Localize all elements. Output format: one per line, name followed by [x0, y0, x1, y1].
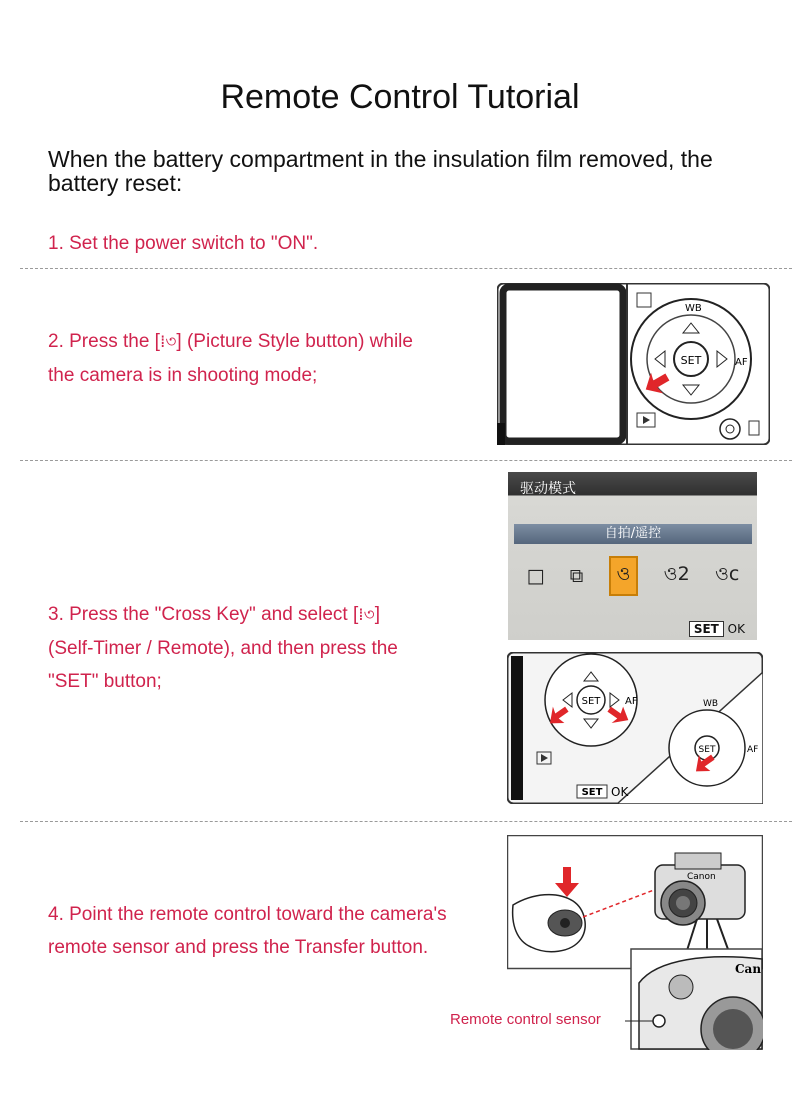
self-timer-icon: ⁞৩: [159, 332, 177, 352]
step-3: [48, 598, 398, 698]
step-4-line1: 4. Point the remote control toward the camera's: [48, 904, 447, 925]
af-label: AF: [625, 696, 638, 707]
set-button-label: SET: [698, 745, 716, 755]
drive-mode-menu-image: [508, 472, 757, 640]
camera-brand-inset: Can: [735, 962, 762, 976]
step-1: 1. Set the power switch to "ON".: [48, 233, 319, 254]
single-shot-icon: □: [526, 565, 545, 587]
step-4-line2: remote sensor and press the Transfer button.: [48, 937, 429, 958]
af-label: AF: [735, 357, 748, 368]
camera-dial-image-1: [497, 283, 770, 445]
ok-label: OK: [611, 785, 629, 799]
step-3-line1-a: 3. Press the "Cross Key" and select [: [48, 604, 359, 625]
af-label: AF: [747, 745, 759, 755]
divider: [20, 268, 792, 269]
step-2: [48, 325, 413, 392]
menu-subtitle: 自拍/遥控: [514, 524, 752, 544]
wb-label: WB: [703, 699, 719, 709]
step-2-line1-a: 2. Press the [: [48, 331, 160, 352]
divider: [20, 460, 792, 461]
self-timer-remote-icon: ও: [609, 556, 639, 596]
remote-sensor-icon: [653, 1015, 665, 1027]
remote-sensor-label: Remote control sensor: [450, 1011, 601, 1028]
step-3-line3: "SET" button;: [48, 671, 162, 692]
step-2-line2: the camera is in shooting mode;: [48, 365, 318, 386]
step-4: [48, 898, 447, 964]
divider: [20, 821, 792, 822]
set-button-label: SET: [680, 354, 702, 367]
step-2-line1-b: ] (Picture Style button) while: [176, 331, 413, 352]
camera-brand: Canon: [687, 872, 716, 882]
self-timer-2s-icon: ও2: [663, 563, 690, 585]
intro-text: When the battery compartment in the insulation film removed, the battery reset:: [48, 146, 713, 196]
continuous-icon: ⧉: [569, 565, 584, 587]
step-3-line1-b: ]: [374, 604, 380, 625]
menu-header: 驱动模式: [520, 481, 576, 497]
self-timer-continuous-icon: ওc: [714, 563, 740, 585]
step-3-line2: (Self-Timer / Remote), and then press the: [48, 638, 398, 659]
page-title: Remote Control Tutorial: [220, 78, 580, 116]
set-key-label: SET: [581, 787, 603, 798]
camera-dial-image-2: [507, 652, 763, 804]
set-key-label: SET: [689, 621, 724, 637]
ok-label: OK: [727, 622, 745, 636]
self-timer-icon: ⁞৩: [358, 605, 375, 625]
wb-label: WB: [685, 303, 702, 314]
set-button-label: SET: [581, 696, 601, 707]
